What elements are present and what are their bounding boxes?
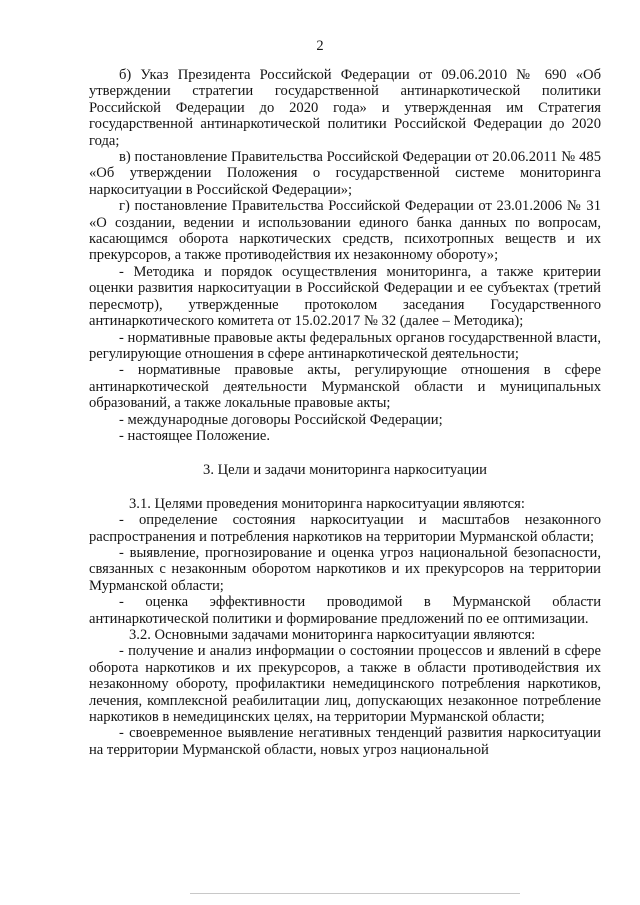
paragraph-task-1: - получение и анализ информации о состоянии процессов и явлений в сфере оборота наркотиков и их прекурсоров, а также в области противодействия их незаконному обороту, профилактики немедицинского потребления наркотиков, лечения, комплексной реабилитации лиц, допускающих незаконное потребление наркотиков в немедицинских целях, на территории Мурманской области; <box>89 643 601 726</box>
paragraph-postanovlenie-31: г) постановление Правительства Российской Федерации от 23.01.2006 № 31 «О создании, ведении и использовании единого банка данных по вопросам, касающимся оборота наркотических средств, психотропных веществ и их прекурсоров, а также противодействия их незаконному обороту»; <box>89 198 601 264</box>
paragraph-this-regulation: - настоящее Положение. <box>119 427 271 444</box>
paragraph-goal-1: - определение состояния наркоситуации и масштабов незаконного распространения и потребления наркотиков на территории Мурманской области; <box>89 512 601 545</box>
paragraph-federal-acts: - нормативные правовые акты федеральных органов государственной власти, регулирующие отношения в сфере антинаркотической деятельности; <box>89 329 601 362</box>
paragraph-task-2: - своевременное выявление негативных тенденций развития наркоситуации на территории Мурманской области, новых угроз национальной <box>89 725 601 758</box>
document-body <box>89 67 601 758</box>
paragraph-goal-2: - выявление, прогнозирование и оценка угроз национальной безопасности, связанных с незаконным оборотом наркотиков и их прекурсоров на территории Мурманской области; <box>89 544 601 594</box>
scan-edge-line <box>190 893 520 894</box>
paragraph-ukaz: б) Указ Президента Российской Федерации от 09.06.2010 № 690 «Об утверждении стратегии государственной антинаркотической политики Российской Федерации до 2020 года» и утвержденная им Стратегия государственной антинаркотической политики Российской Федерации до 2020 года; <box>89 67 601 149</box>
paragraph-goal-3: - оценка эффективности проводимой в Мурманской области антинаркотической политики и формирование предложений по ее оптимизации. <box>89 594 601 627</box>
paragraph-international: - международные договоры Российской Федерации; <box>119 411 443 428</box>
paragraph-goals-intro: 3.1. Целями проведения мониторинга наркоситуации являются: <box>129 495 525 512</box>
page-number: 2 <box>316 38 324 54</box>
paragraph-tasks-intro: 3.2. Основными задачами мониторинга наркоситуации являются: <box>129 627 536 643</box>
paragraph-postanovlenie-485: в) постановление Правительства Российской Федерации от 20.06.2011 № 485 «Об утверждении Положения о государственной системе мониторинга наркоситуации в Российской Федерации»; <box>89 149 601 198</box>
section-heading: 3. Цели и задачи мониторинга наркоситуации <box>203 462 487 479</box>
paragraph-regional-acts: - нормативные правовые акты, регулирующие отношения в сфере антинаркотической деятельности Мурманской области и муниципальных образований, а также локальные правовые акты; <box>89 362 601 412</box>
paragraph-metodika: - Методика и порядок осуществления мониторинга, а также критерии оценки развития наркоситуации в Российской Федерации и ее субъектах (третий пересмотр), утвержденные протоколом заседания Государственного антинаркотического комитета от 15.02.2017 № 32 (далее – Методика); <box>89 263 601 330</box>
